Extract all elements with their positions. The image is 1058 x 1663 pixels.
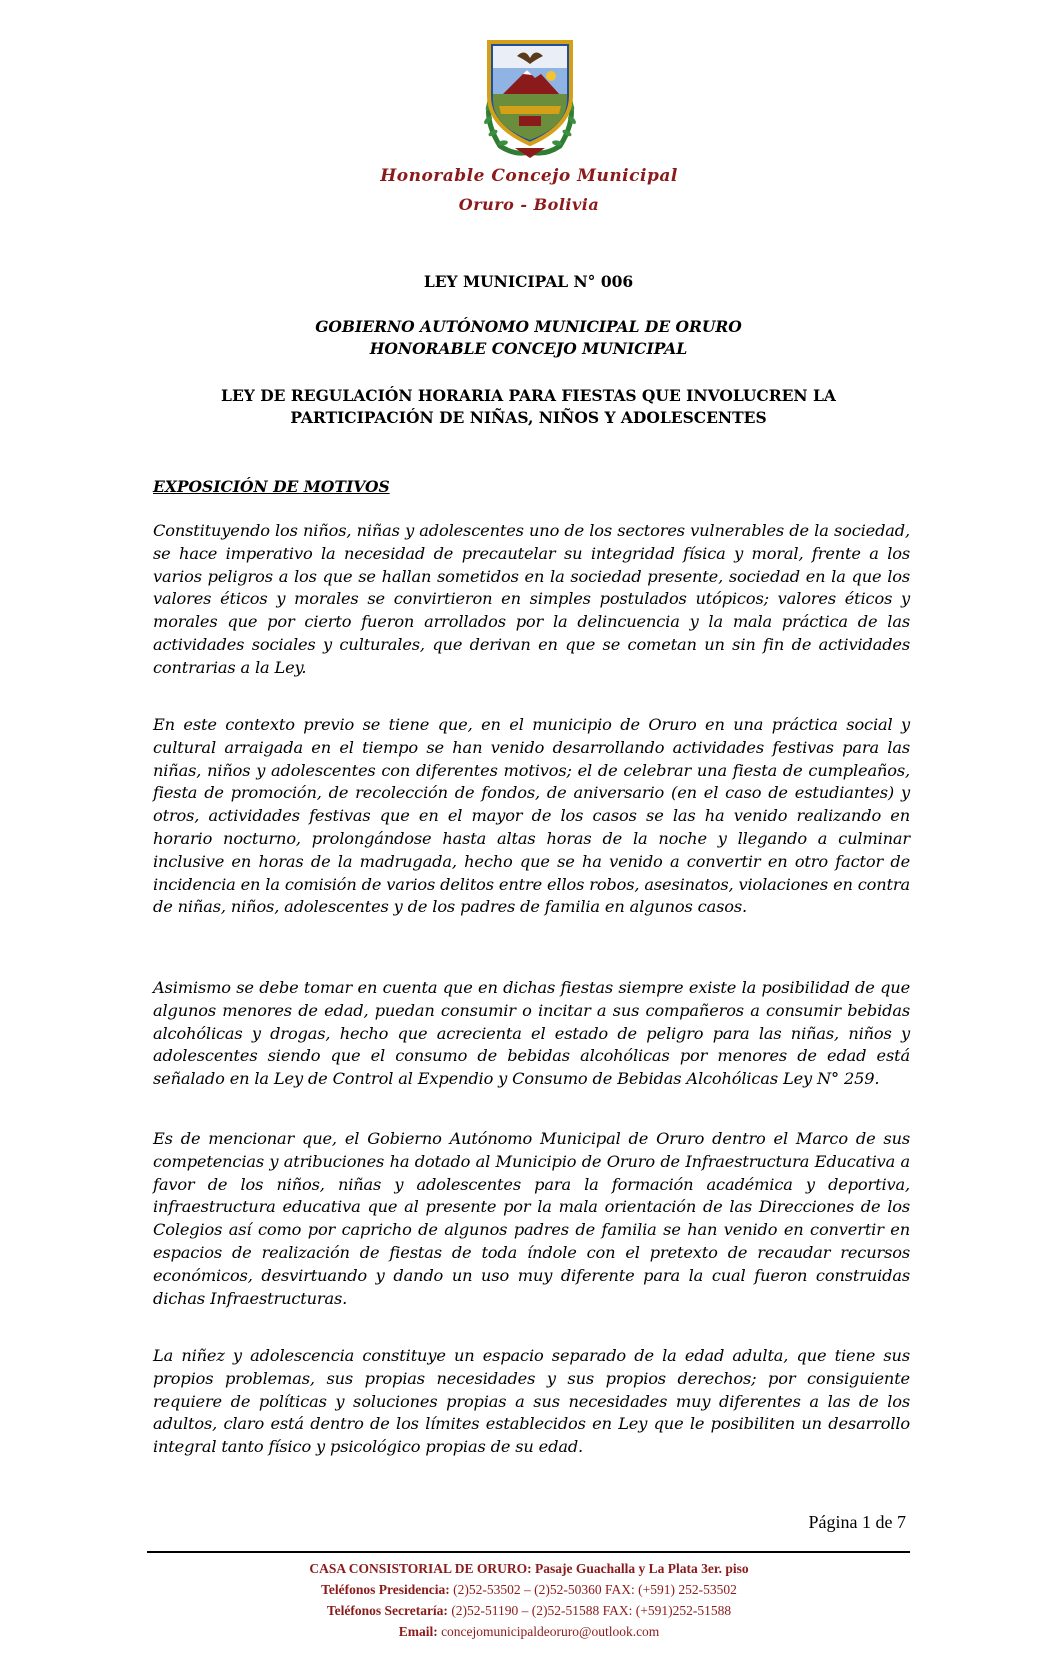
- footer-secretary-value: (2)52-51190 – (2)52-51588 FAX: (+591)252-51588: [451, 1603, 732, 1618]
- paragraph-5: La niñez y adolescencia constituye un espacio separado de la edad adulta, que tiene sus propios problemas, sus propias necesidades y sus propios derechos; por consiguiente requiere de políticas y soluciones propias a sus necesidades muy diferentes a las de los adultos, claro está dentro de los límites establecidos en Ley que le posibiliten un desarrollo integral tanto físico y psicológico propias de su edad.: [153, 1346, 910, 1457]
- paragraph-2: En este contexto previo se tiene que, en el municipio de Oruro en una práctica social y cultural arraigada en el tiempo se han venido desarrollando actividades festivas para las niñas, niños y adolescentes con diferentes motivos; el de celebrar una fiesta de cumpleaños, fiesta de promoción, de recolección de fondos, de aniversario (en el caso de estudiantes) y otros, actividades festivas que en el mayor de los casos se las ha venido realizando en horario nocturno, prolongándose hasta altas horas de la noche y llegando a culminar inclusive en horas de la madrugada, hecho que se ha venido a convertir en otro factor de incidencia en la comisión de varios delitos entre ellos robos, asesinatos, violaciones en contra de niñas, niños, adolescentes y de los padres de familia en algunos casos.: [153, 715, 910, 917]
- footer-presidency-phones: [0, 1582, 1058, 1598]
- paragraph-1: Constituyendo los niños, niñas y adolescentes uno de los sectores vulnerables de la sociedad, se hace imperativo la necesidad de precautelar su integridad física y moral, frente a los varios peligros a los que se hallan sometidos en la sociedad presente, sociedad en la que los valores éticos y morales se convirtieron en simples postulados utópicos; valores éticos y morales que por cierto fueron arrollados por la delincuencia y la mala práctica de las actividades sociales y culturales, que derivan en que se cometan un sin fin de actividades contrarias a la Ley.: [153, 521, 910, 677]
- government-heading: [150, 316, 907, 360]
- law-name-heading: [150, 385, 907, 429]
- paragraph-4: Es de mencionar que, el Gobierno Autónomo Municipal de Oruro dentro el Marco de sus competencias y atribuciones ha dotado al Municipio de Oruro de Infraestructura Educativa a favor de los niños, niñas y adolescentes para la formación académica y deportiva, infraestructura educativa que al presente por la mala orientación de las Direcciones de los Colegios así como por capricho de algunos padres de familia se han venido en convertir en espacios de realización de fiestas de toda índole con el pretexto de recaudar recursos económicos, desvirtuando y dando un uso muy diferente para la cual fueron construidas dichas Infraestructuras.: [153, 1129, 910, 1308]
- council-name-line1: Honorable Concejo Municipal: [380, 166, 678, 186]
- paragraph-3: Asimismo se debe tomar en cuenta que en dichas fiestas siempre existe la posibilidad de que algunos menores de edad, puedan consumir o incitar a sus compañeros a consumir bebidas alcohólicas y drogas, hecho que acrecienta el estado de peligro para las niñas, niños y adolescentes siendo que el consumo de bebidas alcohólicas por menores de edad está señalado en la Ley de Control al Expendio y Consumo de Bebidas Alcohólicas Ley N° 259.: [153, 978, 910, 1089]
- footer-email-link[interactable]: concejomunicipaldeoruro@outlook.com: [441, 1624, 660, 1639]
- footer-presidency-value: (2)52-53502 – (2)52-50360 FAX: (+591) 252-53502: [453, 1582, 737, 1597]
- footer-email-label: Email:: [398, 1624, 438, 1639]
- footer-address-label: CASA CONSISTORIAL DE ORURO:: [309, 1561, 532, 1576]
- law-number-title: LEY MUNICIPAL N° 006: [423, 272, 634, 291]
- footer-secretary-phones: [0, 1603, 1058, 1619]
- government-line-1: GOBIERNO AUTÓNOMO MUNICIPAL DE ORURO: [315, 317, 742, 336]
- law-name-line-1: LEY DE REGULACIÓN HORARIA PARA FIESTAS QUE INVOLUCREN LA: [221, 386, 836, 405]
- footer-email: [0, 1624, 1058, 1640]
- law-name-line-2: PARTICIPACIÓN DE NIÑAS, NIÑOS Y ADOLESCENTES: [290, 408, 767, 427]
- council-location-line: Oruro - Bolivia: [458, 195, 600, 214]
- section-heading: EXPOSICIÓN DE MOTIVOS: [153, 477, 390, 496]
- municipal-crest-logo: [475, 34, 585, 159]
- page-number: Página 1 de 7: [808, 1512, 906, 1532]
- footer-presidency-label: Teléfonos Presidencia:: [321, 1582, 450, 1597]
- footer-divider: [147, 1551, 910, 1553]
- government-line-2: HONORABLE CONCEJO MUNICIPAL: [369, 339, 688, 358]
- footer-address-value: Pasaje Guachalla y La Plata 3er. piso: [534, 1561, 749, 1576]
- footer-address: [0, 1561, 1058, 1577]
- footer-secretary-label: Teléfonos Secretaría:: [326, 1603, 448, 1618]
